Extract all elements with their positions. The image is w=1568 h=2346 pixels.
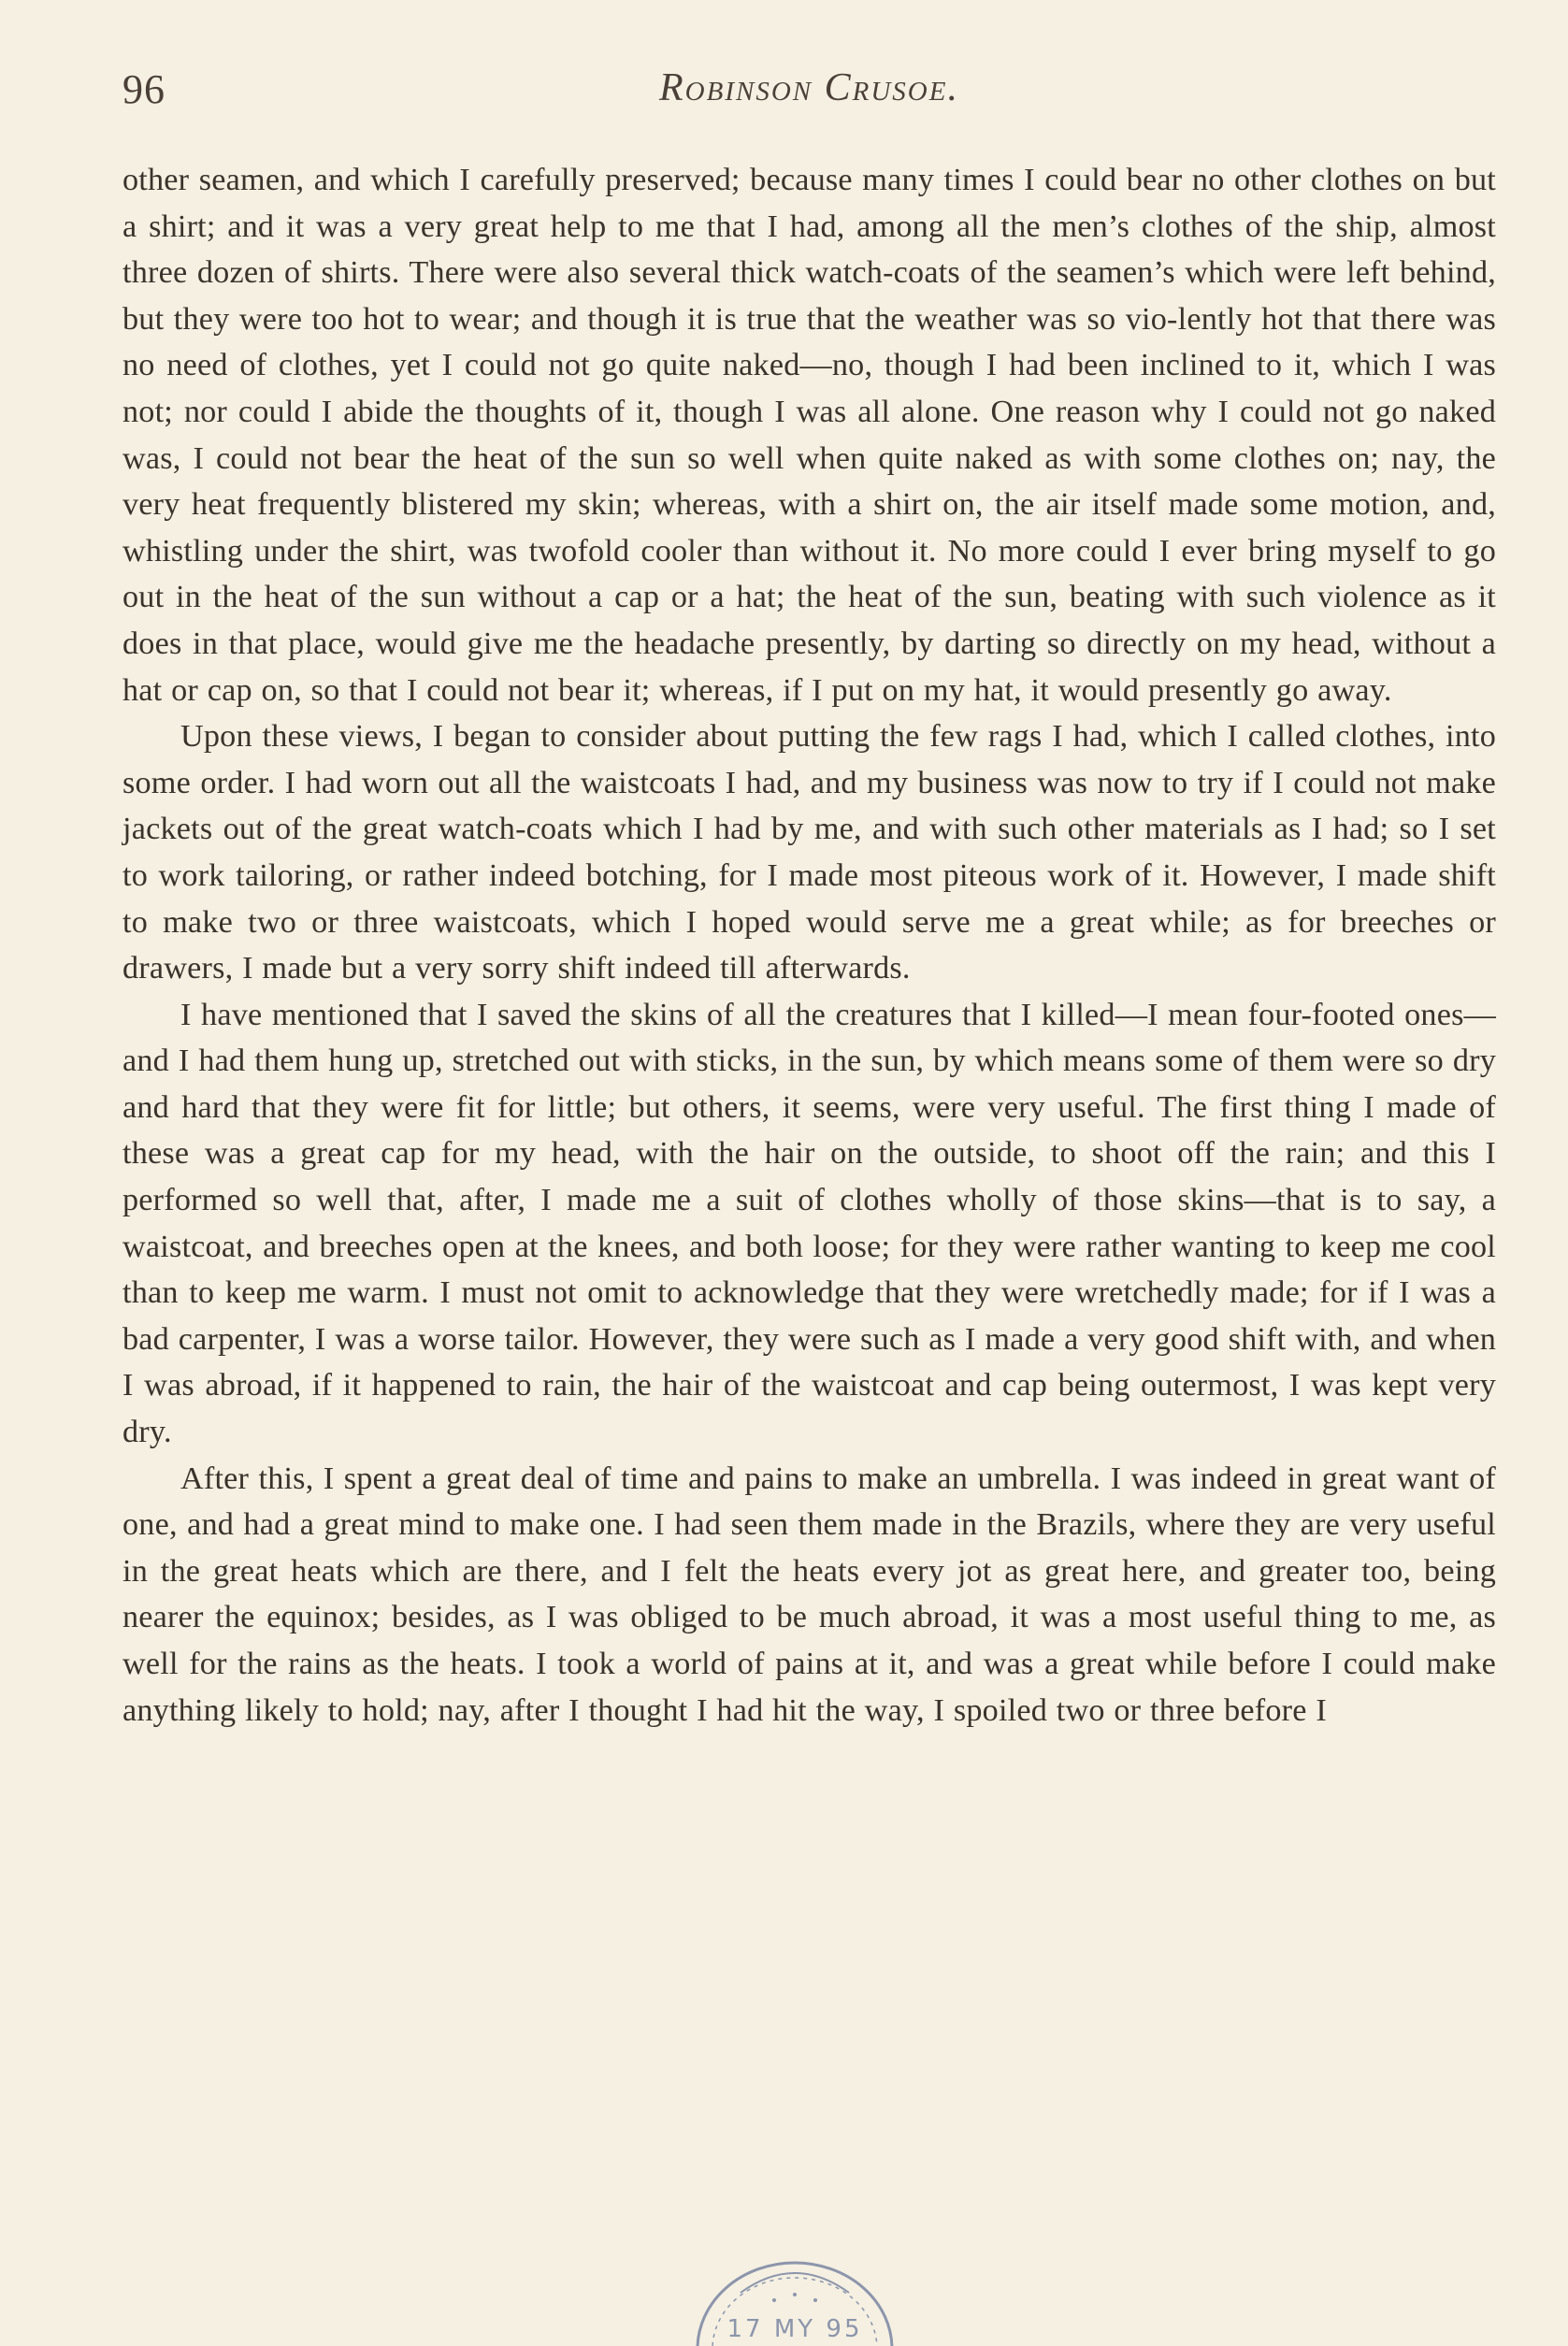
paragraph: After this, I spent a great deal of time and pains to make an umbrella. I was indeed in great want of one, and had a great mind to make one. I had seen them made in the Brazils, where they are very useful in the great heats which are there, and I felt the heats every jot as great here, and greater too, being nearer the equinox; besides, as I was obliged to be much abroad, it was a most useful thing to me, as well for the rains as the heats. I took a world of pains at it, and was a great while before I could make anything likely to hold; nay, after I thought I had hit the way, I spoiled two or three before I xyxy=(122,1461,1496,1728)
body-text xyxy=(122,157,1496,1734)
stamp-date: 17 MY 95 xyxy=(726,2315,863,2343)
page-header xyxy=(122,65,1496,131)
page-number: 96 xyxy=(122,66,165,112)
paragraph: I have mentioned that I saved the skins of all the creatures that I killed—I mean four-footed ones—and I had them hung up, stretched out with sticks, in the sun, by which means some of them were so dry and hard that they were fit for little; but others, it seems, were very useful. The first thing I made of these was a great cap for my head, with the hair on the outside, to shoot off the rain; and this I performed so well that, after, I made me a suit of clothes wholly of those skins—that is to say, a waistcoat, and breeches open at the knees, and both loose; for they were rather wanting to keep me cool than to keep me warm. I must not omit to acknowledge that they were wretchedly made; for if I was a bad carpenter, I was a worse tailor. However, they were such as I made a very good shift with, and when I was abroad, if it happened to rain, the hair of the waistcoat and cap being outermost, I was kept very dry. xyxy=(122,997,1496,1450)
library-stamp xyxy=(683,2244,907,2346)
running-title: Robinson Crusoe. xyxy=(659,66,959,109)
paragraph: Upon these views, I began to consider about putting the few rags I had, which I called clothes, into some order. I had worn out all the waistcoats I had, and my business was now to try if I could not make jackets out of the great watch-coats which I had by me, and with such other materials as I had; so I set to work tailoring, or rather indeed botching, for I made most piteous work of it. However, I made shift to make two or three waistcoats, which I hoped would serve me a great while; as for breeches or drawers, I made but a very sorry shift indeed till afterwards. xyxy=(122,719,1496,986)
paragraph: other seamen, and which I carefully preserved; because many times I could bear no other clothes on but a shirt; and it was a very great help to me that I had, among all the men’s clothes of the ship, almost three dozen of shirts. There were also several thick watch-coats of the seamen’s which were left behind, but they were too hot to wear; and though it is true that the weather was so vio-lently hot that there was no need of clothes, yet I could not go quite naked—no, though I had been inclined to it, which I was not; nor could I abide the thoughts of it, though I was all alone. One reason why I could not go naked was, I could not bear the heat of the sun so well when quite naked as with some clothes on; nay, the very heat frequently blistered my skin; whereas, with a shirt on, the air itself made some motion, and, whistling under the shirt, was twofold cooler than without it. No more could I ever bring myself to go out in the heat of the sun without a cap or a hat; the heat of the sun, beating with such violence as it does in that place, would give me the headache presently, by darting so directly on my head, without a hat or cap on, so that I could not bear it; whereas, if I put on my hat, it would presently go away. xyxy=(122,163,1496,708)
